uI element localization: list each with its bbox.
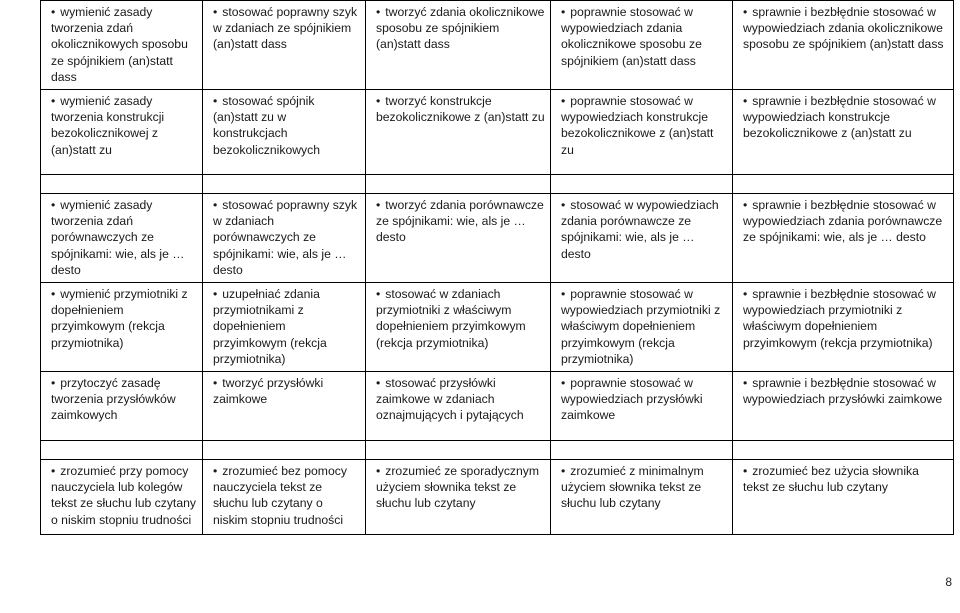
table-row: [41, 460, 954, 535]
table-cell-text: • sprawnie i bezbłędnie stosować w wypowiedziach przysłówki zaimkowe: [743, 376, 942, 406]
table-cell: [366, 90, 551, 175]
table-cell-text: • wymienić zasady tworzenia zdań porównawczych ze spójnikami: wie, als je … desto: [51, 198, 184, 277]
spacer-cell: [733, 441, 954, 460]
table-cell-text: • wymienić przymiotniki z dopełnieniem przyimkowym (rekcja przymiotnika): [51, 287, 188, 350]
spacer-cell: [366, 441, 551, 460]
table-cell: [366, 460, 551, 535]
table-cell-text: • tworzyć przysłówki zaimkowe: [213, 376, 323, 406]
page-number: 8: [945, 575, 952, 589]
table-cell-text: • tworzyć konstrukcje bezokolicznikowe z (an)statt zu: [376, 94, 545, 124]
table-cell-text: • poprawnie stosować w wypowiedziach przymiotniki z właściwym dopełnieniem przyimkowym (rekcja przymiotnika): [561, 287, 720, 366]
table-cell: [203, 460, 366, 535]
table-cell: [551, 372, 733, 441]
table-cell: [41, 1, 203, 90]
table-spacer-row: [41, 441, 954, 460]
table-cell: [733, 1, 954, 90]
table-cell-text: • wymienić zasady tworzenia zdań okolicznikowych sposobu ze spójnikiem (an)statt dass: [51, 5, 188, 84]
table-cell-text: • sprawnie i bezbłędnie stosować w wypowiedziach przymiotniki z właściwym dopełnieniem przyimkowym (rekcja przymiotnika): [743, 287, 936, 350]
spacer-cell: [203, 441, 366, 460]
table-cell-text: • poprawnie stosować w wypowiedziach przysłówki zaimkowe: [561, 376, 703, 422]
table-cell-text: • zrozumieć bez pomocy nauczyciela tekst ze słuchu lub czytany o niskim stopniu trudności: [213, 464, 347, 527]
table-cell: [203, 372, 366, 441]
table-cell: [733, 194, 954, 283]
table-cell: [41, 90, 203, 175]
table-cell-text: • sprawnie i bezbłędnie stosować w wypowiedziach zdania okolicznikowe sposobu ze spójnikiem (an)statt dass: [743, 5, 944, 51]
spacer-cell: [203, 175, 366, 194]
table-cell: [551, 1, 733, 90]
table-cell-text: • poprawnie stosować w wypowiedziach konstrukcje bezokolicznikowe z (an)statt zu: [561, 94, 713, 157]
table-cell: [733, 460, 954, 535]
table-cell: [41, 460, 203, 535]
table-cell: [41, 372, 203, 441]
table-cell-text: • stosować w zdaniach przymiotniki z właściwym dopełnieniem przyimkowym (rekcja przymiotnika): [376, 287, 526, 350]
table-cell-text: • stosować w wypowiedziach zdania porównawcze ze spójnikami: wie, als je … desto: [561, 198, 719, 261]
table-cell-text: • wymienić zasady tworzenia konstrukcji bezokolicznikowej z (an)statt zu: [51, 94, 164, 157]
table-cell: [366, 283, 551, 372]
requirements-table: [40, 0, 954, 535]
spacer-cell: [733, 175, 954, 194]
table-cell: [203, 90, 366, 175]
table-row: [41, 283, 954, 372]
table-cell: [366, 1, 551, 90]
table-cell: [203, 194, 366, 283]
table-row: [41, 194, 954, 283]
table-row: [41, 372, 954, 441]
table-cell-text: • tworzyć zdania porównawcze ze spójnikami: wie, als je … desto: [376, 198, 544, 244]
table-cell: [41, 283, 203, 372]
spacer-cell: [366, 175, 551, 194]
table-cell: [203, 283, 366, 372]
table-cell-text: • uzupełniać zdania przymiotnikami z dopełnieniem przyimkowym (rekcja przymiotnika): [213, 287, 327, 366]
table-cell-text: • przytoczyć zasadę tworzenia przysłówków zaimkowych: [51, 376, 176, 422]
table-row: [41, 90, 954, 175]
spacer-cell: [551, 441, 733, 460]
table-cell-text: • sprawnie i bezbłędnie stosować w wypowiedziach zdania porównawcze ze spójnikami: wie, als je … desto: [743, 198, 942, 244]
table-cell-text: • stosować spójnik (an)statt zu w konstrukcjach bezokolicznikowych: [213, 94, 320, 157]
table-cell: [551, 90, 733, 175]
table-cell: [366, 194, 551, 283]
table-spacer-row: [41, 175, 954, 194]
table-cell: [551, 283, 733, 372]
spacer-cell: [41, 441, 203, 460]
table-cell-text: • zrozumieć z minimalnym użyciem słownika tekst ze słuchu lub czytany: [561, 464, 704, 510]
table-cell: [733, 90, 954, 175]
table-cell: [551, 460, 733, 535]
table-cell-text: • poprawnie stosować w wypowiedziach zdania okolicznikowe sposobu ze spójnikiem (an)statt dass: [561, 5, 702, 68]
table-cell: [41, 194, 203, 283]
table-cell-text: • stosować poprawny szyk w zdaniach porównawczych ze spójnikami: wie, als je … desto: [213, 198, 357, 277]
table-cell: [733, 372, 954, 441]
table-cell: [366, 372, 551, 441]
spacer-cell: [551, 175, 733, 194]
table-cell: [551, 194, 733, 283]
table-cell-text: • stosować przysłówki zaimkowe w zdaniach oznajmujących i pytających: [376, 376, 524, 422]
table-cell-text: • zrozumieć przy pomocy nauczyciela lub kolegów tekst ze słuchu lub czytany o niskim stopniu trudności: [51, 464, 196, 527]
table-cell-text: • stosować poprawny szyk w zdaniach ze spójnikiem (an)statt dass: [213, 5, 357, 51]
spacer-cell: [41, 175, 203, 194]
table-cell-text: • tworzyć zdania okolicznikowe sposobu ze spójnikiem (an)statt dass: [376, 5, 544, 51]
table-cell-text: • zrozumieć ze sporadycznym użyciem słownika tekst ze słuchu lub czytany: [376, 464, 539, 510]
table-cell: [733, 283, 954, 372]
table-cell: [203, 1, 366, 90]
table-cell-text: • sprawnie i bezbłędnie stosować w wypowiedziach konstrukcje bezokolicznikowe z (an)statt zu: [743, 94, 936, 140]
table-row: [41, 1, 954, 90]
table-cell-text: • zrozumieć bez użycia słownika tekst ze słuchu lub czytany: [743, 464, 919, 494]
